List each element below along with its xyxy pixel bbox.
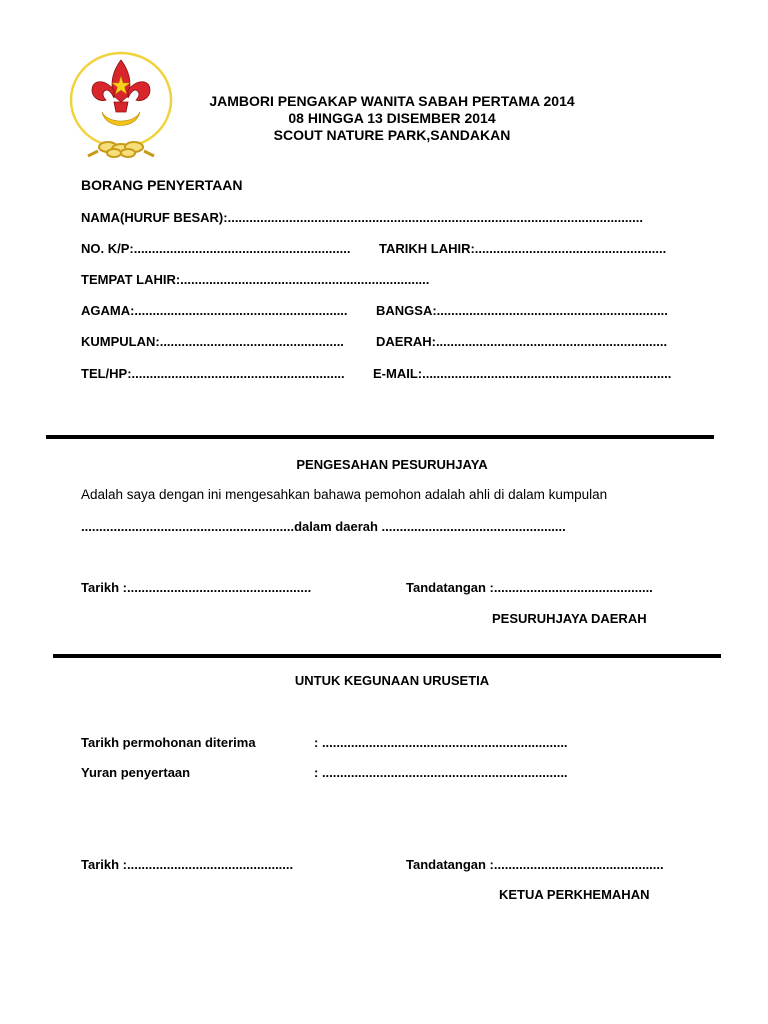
dalam-daerah-label: dalam daerah [294, 519, 378, 534]
urusetia-tandatangan-field[interactable]: Tandatangan :............................................... [406, 857, 664, 872]
field-tel[interactable]: TEL/HP:........................................................... [81, 366, 345, 381]
yuran-field[interactable]: : .................................................................... [314, 765, 568, 780]
event-title: JAMBORI PENGAKAP WANITA SABAH PERTAMA 2014 [209, 93, 575, 109]
urusetia-tarikh-field[interactable]: Tarikh :.............................................. [81, 857, 294, 872]
pengesahan-sentence: Adalah saya dengan ini mengesahkan bahawa pemohon adalah ahli di dalam kumpulan [81, 487, 608, 502]
pengesahan-title: PENGESAHAN PESURUHJAYA [296, 457, 488, 472]
field-daerah[interactable]: DAERAH:................................................................ [376, 334, 668, 349]
pengesahan-tarikh-field[interactable]: Tarikh :................................................... [81, 580, 312, 595]
daerah-blank[interactable]: ................................................... [377, 519, 566, 534]
diterima-field[interactable]: : .................................................................... [314, 735, 568, 750]
pengesahan-kumpulan-line[interactable] [81, 519, 566, 534]
divider-2 [53, 654, 721, 658]
pengesahan-tandatangan-field[interactable]: Tandatangan :............................................ [406, 580, 653, 595]
scout-emblem-logo [68, 50, 174, 160]
field-bangsa[interactable]: BANGSA:................................................................ [376, 303, 668, 318]
field-kp[interactable]: NO. K/P:............................................................ [81, 241, 351, 256]
field-email[interactable]: E-MAIL:..................................................................... [373, 366, 672, 381]
urusetia-role: KETUA PERKHEMAHAN [499, 887, 650, 902]
form-title: BORANG PENYERTAAN [81, 177, 243, 193]
field-kumpulan[interactable]: KUMPULAN:................................................... [81, 334, 344, 349]
field-tempat-lahir[interactable]: TEMPAT LAHIR:..................................................................... [81, 272, 430, 287]
urusetia-title: UNTUK KEGUNAAN URUSETIA [294, 673, 490, 688]
divider-1 [46, 435, 714, 439]
event-dates: 08 HINGGA 13 DISEMBER 2014 [288, 110, 496, 126]
event-venue: SCOUT NATURE PARK,SANDAKAN [273, 127, 511, 143]
yuran-label: Yuran penyertaan [81, 765, 191, 780]
field-tarikh-lahir[interactable]: TARIKH LAHIR:..................................................... [379, 241, 667, 256]
field-agama[interactable]: AGAMA:........................................................... [81, 303, 348, 318]
diterima-label: Tarikh permohonan diterima [81, 735, 256, 750]
pengesahan-role: PESURUHJAYA DAERAH [492, 611, 647, 626]
field-nama[interactable]: NAMA(HURUF BESAR):................................................................................................................... [81, 210, 643, 225]
kumpulan-blank[interactable]: ........................................................... [81, 519, 295, 534]
